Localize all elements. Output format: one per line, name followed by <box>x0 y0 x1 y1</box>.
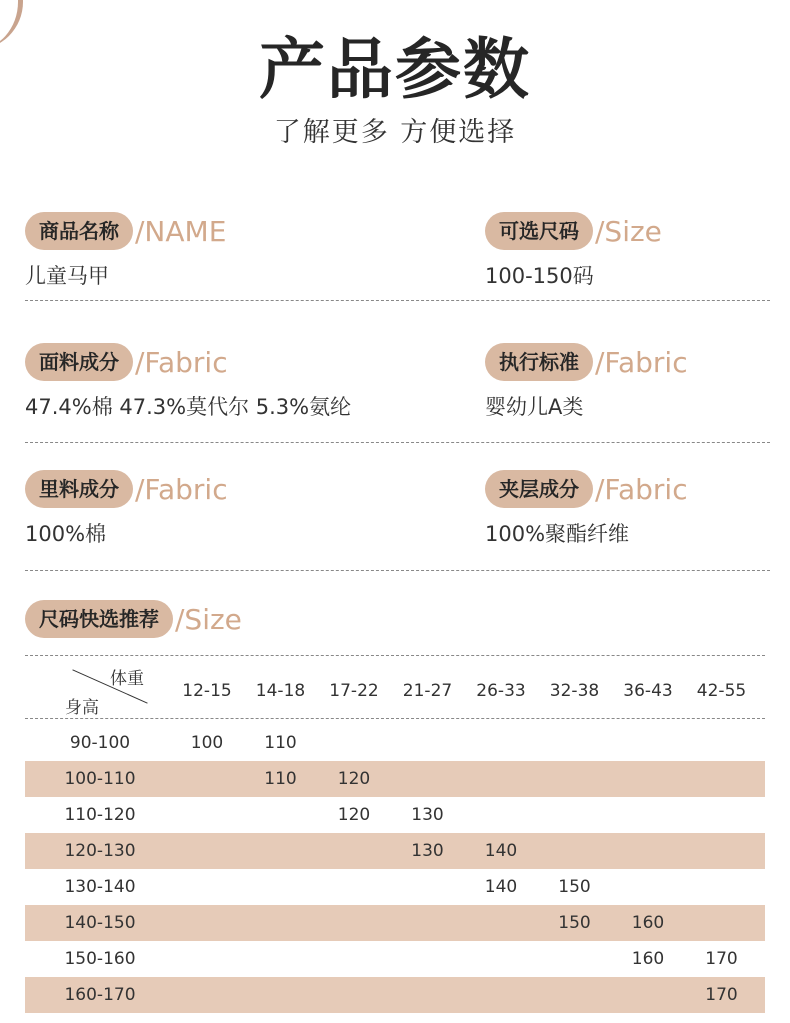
table-row <box>25 905 765 941</box>
weight-column-header: 36-43 <box>623 681 673 701</box>
section-english: /Size <box>175 602 242 636</box>
table-row <box>25 869 765 905</box>
size-table <box>25 655 765 1013</box>
height-row-label: 120-130 <box>64 841 136 861</box>
field-english: /Size <box>595 214 662 248</box>
size-cell: 110 <box>264 733 297 753</box>
field-value: 100%聚酯纤维 <box>485 522 630 546</box>
size-cell: 170 <box>705 985 738 1005</box>
field-interlayer <box>485 470 688 548</box>
size-cell: 100 <box>190 733 224 753</box>
field-label: 里料成分 <box>25 470 133 508</box>
table-row <box>25 941 765 977</box>
table-row <box>25 797 765 833</box>
page-subtitle: 了解更多 方便选择 <box>273 117 517 148</box>
divider <box>25 442 770 443</box>
table-row <box>25 725 765 761</box>
page-title: 产品参数 <box>259 31 531 108</box>
weight-column-header: 32-38 <box>549 681 600 701</box>
field-label: 可选尺码 <box>485 212 593 250</box>
weight-column-header: 26-33 <box>476 681 526 701</box>
height-row-label: 150-160 <box>64 949 136 969</box>
field-value: 儿童马甲 <box>25 264 109 288</box>
size-cell: 140 <box>484 877 518 897</box>
size-cell: 140 <box>484 841 518 861</box>
weight-column-header: 42-55 <box>696 681 747 701</box>
size-cell: 120 <box>337 769 371 789</box>
field-english: /Fabric <box>595 345 688 379</box>
weight-column-header: 12-15 <box>182 681 232 701</box>
height-row-label: 140-150 <box>64 913 136 933</box>
field-fabric <box>25 343 351 421</box>
field-product-name <box>25 212 226 290</box>
size-cell: 110 <box>264 769 297 789</box>
field-value: 100%棉 <box>25 522 107 546</box>
field-label: 面料成分 <box>25 343 133 381</box>
size-cell: 160 <box>631 913 665 933</box>
size-cell: 150 <box>558 913 591 933</box>
size-cell: 150 <box>558 877 591 897</box>
field-value: 婴幼儿A类 <box>485 395 584 419</box>
weight-column-header: 14-18 <box>255 681 306 701</box>
size-cell: 120 <box>337 805 371 825</box>
height-row-label: 110-120 <box>64 805 136 825</box>
field-value: 100-150码 <box>485 264 594 288</box>
weight-column-header: 21-27 <box>402 681 453 701</box>
field-english: /Fabric <box>595 472 688 506</box>
field-english: /NAME <box>135 214 227 248</box>
table-row <box>25 833 765 869</box>
corner-weight-label: 体重 <box>110 669 144 689</box>
size-cell: 160 <box>631 949 665 969</box>
table-header <box>25 655 765 719</box>
size-cell: 130 <box>411 805 444 825</box>
height-row-label: 100-110 <box>64 769 136 789</box>
height-row-label: 90-100 <box>69 733 131 753</box>
corner-height-label: 身高 <box>65 698 99 718</box>
divider <box>25 300 770 301</box>
table-row <box>25 761 765 797</box>
size-cell: 170 <box>705 949 738 969</box>
divider <box>25 570 770 571</box>
table-row <box>25 977 765 1013</box>
field-standard <box>485 343 688 421</box>
table-corner <box>25 656 175 718</box>
size-cell: 130 <box>411 841 444 861</box>
height-row-label: 130-140 <box>64 877 136 897</box>
field-label: 商品名称 <box>25 212 133 250</box>
weight-column-header: 17-22 <box>329 681 379 701</box>
height-row-label: 160-170 <box>64 985 136 1005</box>
section-label: 尺码快选推荐 <box>25 600 173 638</box>
field-size-options <box>485 212 662 290</box>
size-section-heading <box>25 600 242 638</box>
field-label: 夹层成分 <box>485 470 593 508</box>
field-english: /Fabric <box>135 472 228 506</box>
field-value: 47.4%棉 47.3%莫代尔 5.3%氨纶 <box>25 395 352 419</box>
field-lining <box>25 470 228 548</box>
field-label: 执行标准 <box>485 343 593 381</box>
field-english: /Fabric <box>135 345 228 379</box>
